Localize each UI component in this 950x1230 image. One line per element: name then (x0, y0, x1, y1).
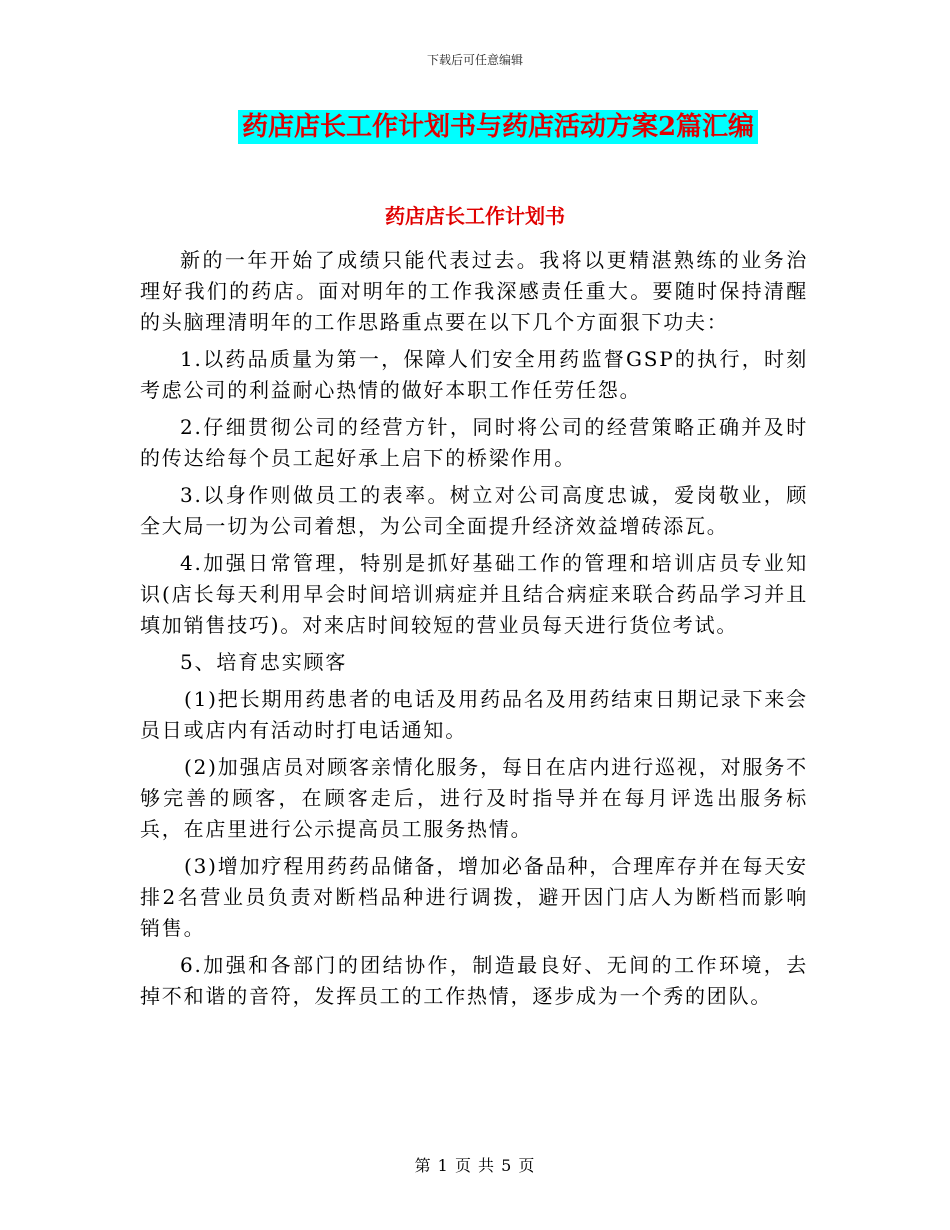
paragraph-item-2: 2.仔细贯彻公司的经营方针，同时将公司的经营策略正确并及时的传达给每个员工起好承上启下的桥梁作用。 (140, 415, 808, 470)
paragraph-intro: 新的一年开始了成绩只能代表过去。我将以更精湛熟练的业务治理好我们的药店。面对明年的工作我深感责任重大。要随时保持清醒的头脑理清明年的工作思路重点要在以下几个方面狠下功夫： (140, 248, 808, 334)
page-footer: 第 1 页 共 5 页 (414, 1156, 536, 1175)
document-title: 药店店长工作计划书与药店活动方案2篇汇编 (238, 110, 758, 144)
paragraph-item-5-heading: 5、培育忠实顾客 (180, 650, 348, 674)
paragraph-subitem-3: (3)增加疗程用药药品储备，增加必备品种，合理库存并在每天安排2名营业员负责对断档品种进行调拨，避开因门店人为断档而影响销售。 (140, 854, 808, 940)
document-title-container (0, 110, 950, 144)
paragraph-item-4: 4.加强日常管理，特别是抓好基础工作的管理和培训店员专业知识(店长每天利用早会时间培训病症并且结合病症来联合药品学习并且填加销售技巧)。对来店时间较短的营业员每天进行货位考试。 (140, 551, 808, 637)
section-title: 药店店长工作计划书 (385, 204, 565, 228)
paragraph-item-6: 6.加强和各部门的团结协作，制造最良好、无间的工作环境，去掉不和谐的音符，发挥员工的工作热情，逐步成为一个秀的团队。 (140, 953, 808, 1008)
page-header: 下载后可任意编辑 (426, 53, 523, 67)
document-body (140, 245, 808, 1018)
paragraph-subitem-2: (2)加强店员对顾客亲情化服务，每日在店内进行巡视，对服务不够完善的顾客，在顾客走后，进行及时指导并在每月评选出服务标兵，在店里进行公示提高员工服务热情。 (140, 755, 808, 841)
paragraph-item-3: 3.以身作则做员工的表率。树立对公司高度忠诚，爱岗敬业，顾全大局一切为公司着想，为公司全面提升经济效益增砖添瓦。 (140, 483, 808, 538)
paragraph-subitem-1: (1)把长期用药患者的电话及用药品名及用药结束日期记录下来会员日或店内有活动时打电话通知。 (140, 687, 808, 742)
paragraph-item-1: 1.以药品质量为第一，保障人们安全用药监督GSP的执行，时刻考虑公司的利益耐心热情的做好本职工作任劳任怨。 (140, 347, 808, 402)
